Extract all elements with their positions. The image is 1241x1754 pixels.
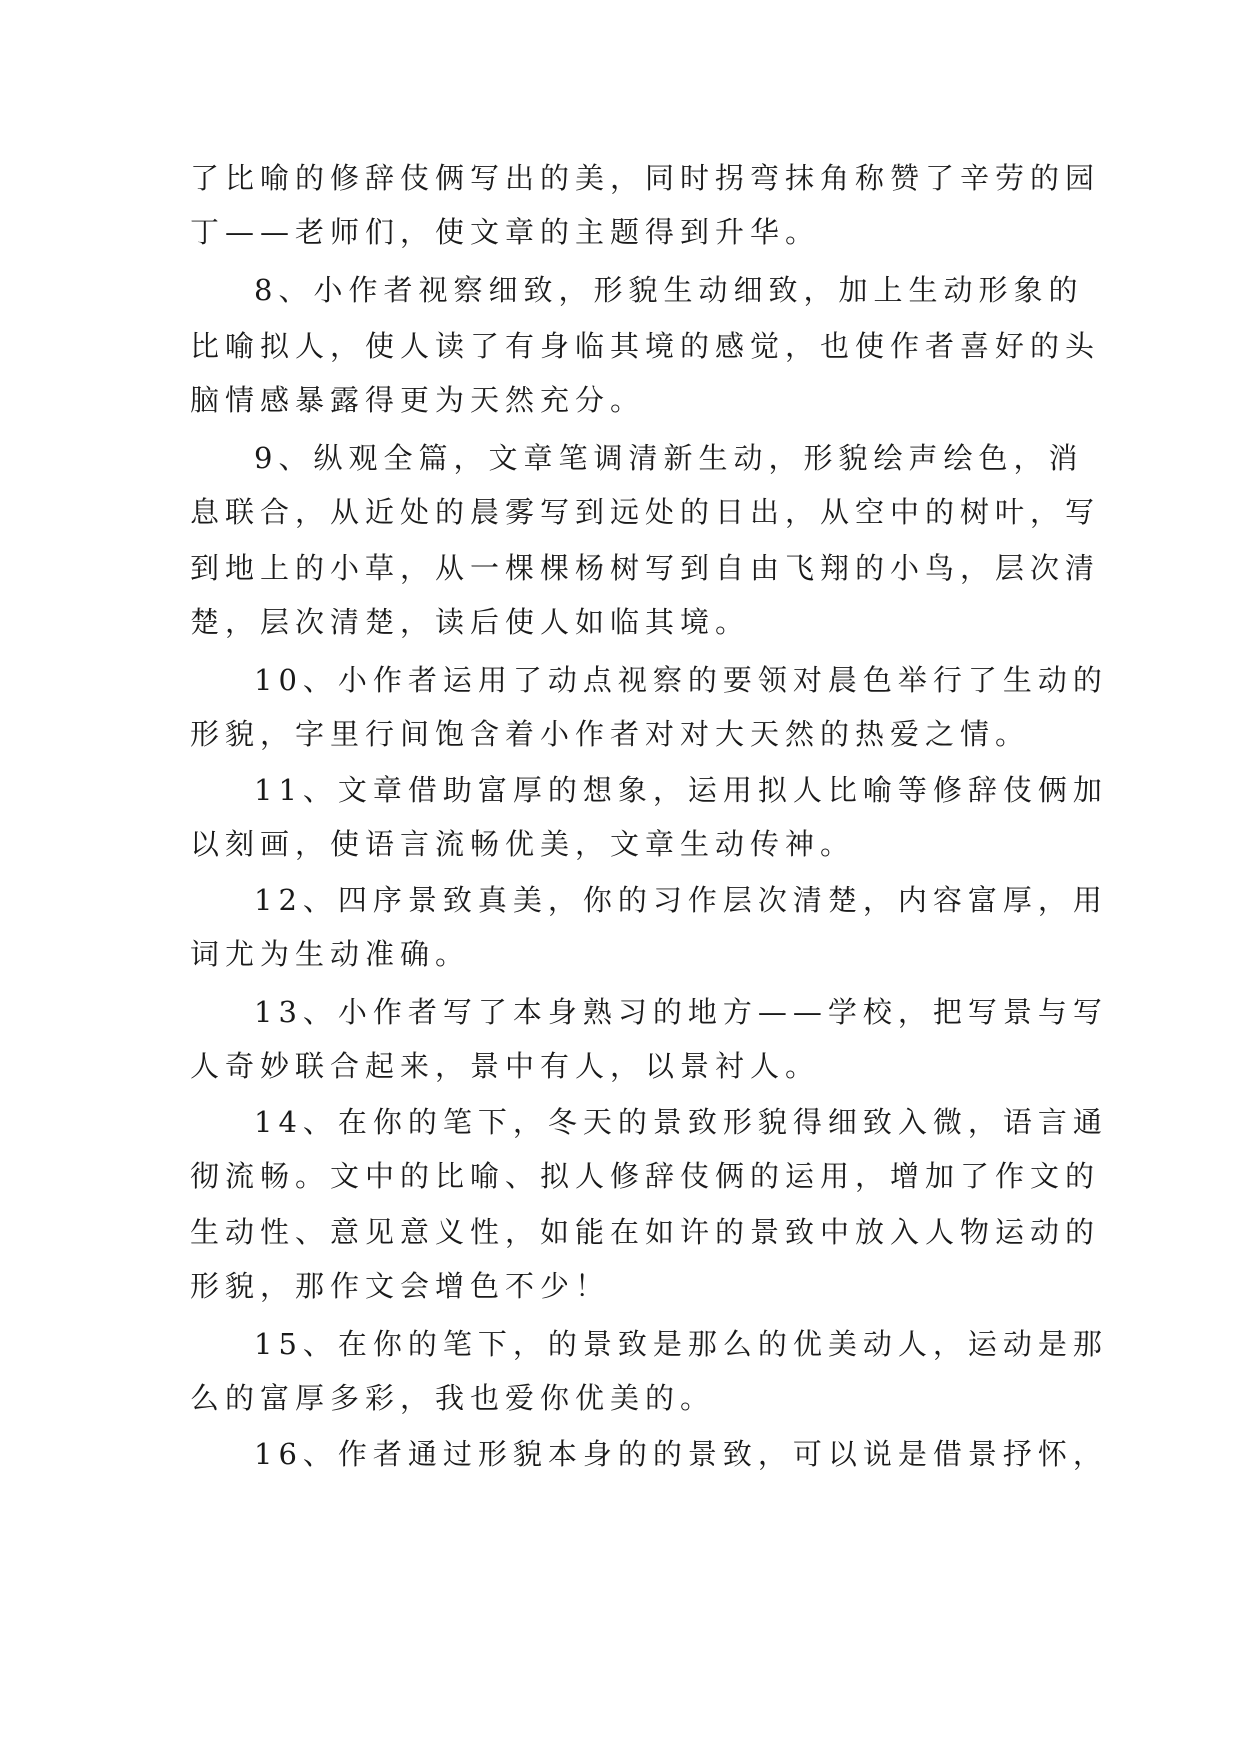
paragraph-start-11: 11、文章借助富厚的想象，运用拟人比喻等修辞伎俩加: [254, 773, 1108, 807]
text-line: 息联合，从近处的晨雾写到远处的日出，从空中的树叶，写: [190, 495, 1101, 529]
text-line: 么的富厚多彩，我也爱你优美的。: [190, 1381, 716, 1415]
text-line: 人奇妙联合起来，景中有人，以景衬人。: [190, 1049, 821, 1083]
text-line: 脑情感暴露得更为天然充分。: [190, 383, 646, 417]
paragraph-start-9: 9、纵观全篇，文章笔调清新生动，形貌绘声绘色，消: [254, 441, 1084, 475]
text-line: 生动性、意见意义性，如能在如许的景致中放入人物运动的: [190, 1215, 1101, 1249]
text-line: 比喻拟人，使人读了有身临其境的感觉，也使作者喜好的头: [190, 329, 1101, 363]
paragraph-start-8: 8、小作者视察细致，形貌生动细致，加上生动形象的: [254, 273, 1084, 307]
text-line: 形貌，字里行间饱含着小作者对对大天然的热爱之情。: [190, 717, 1031, 751]
text-line: 了比喻的修辞伎俩写出的美，同时拐弯抹角称赞了辛劳的园: [190, 161, 1101, 195]
paragraph-start-12: 12、四序景致真美，你的习作层次清楚，内容富厚，用: [254, 883, 1108, 917]
text-line: 丁——老师们，使文章的主题得到升华。: [190, 215, 821, 249]
text-line: 彻流畅。文中的比喻、拟人修辞伎俩的运用，增加了作文的: [190, 1159, 1101, 1193]
text-line: 到地上的小草，从一棵棵杨树写到自由飞翔的小鸟，层次清: [190, 551, 1101, 585]
text-line: 形貌，那作文会增色不少！: [190, 1269, 611, 1303]
paragraph-start-16: 16、作者通过形貌本身的的景致，可以说是借景抒怀，: [254, 1437, 1108, 1471]
text-line: 楚，层次清楚，读后使人如临其境。: [190, 605, 751, 639]
paragraph-start-13: 13、小作者写了本身熟习的地方——学校，把写景与写: [254, 995, 1108, 1029]
text-line: 以刻画，使语言流畅优美，文章生动传神。: [190, 827, 856, 861]
text-line: 词尤为生动准确。: [190, 937, 471, 971]
paragraph-start-15: 15、在你的笔下，的景致是那么的优美动人，运动是那: [254, 1327, 1108, 1361]
paragraph-start-10: 10、小作者运用了动点视察的要领对晨色举行了生动的: [254, 663, 1108, 697]
paragraph-start-14: 14、在你的笔下，冬天的景致形貌得细致入微，语言通: [254, 1105, 1108, 1139]
